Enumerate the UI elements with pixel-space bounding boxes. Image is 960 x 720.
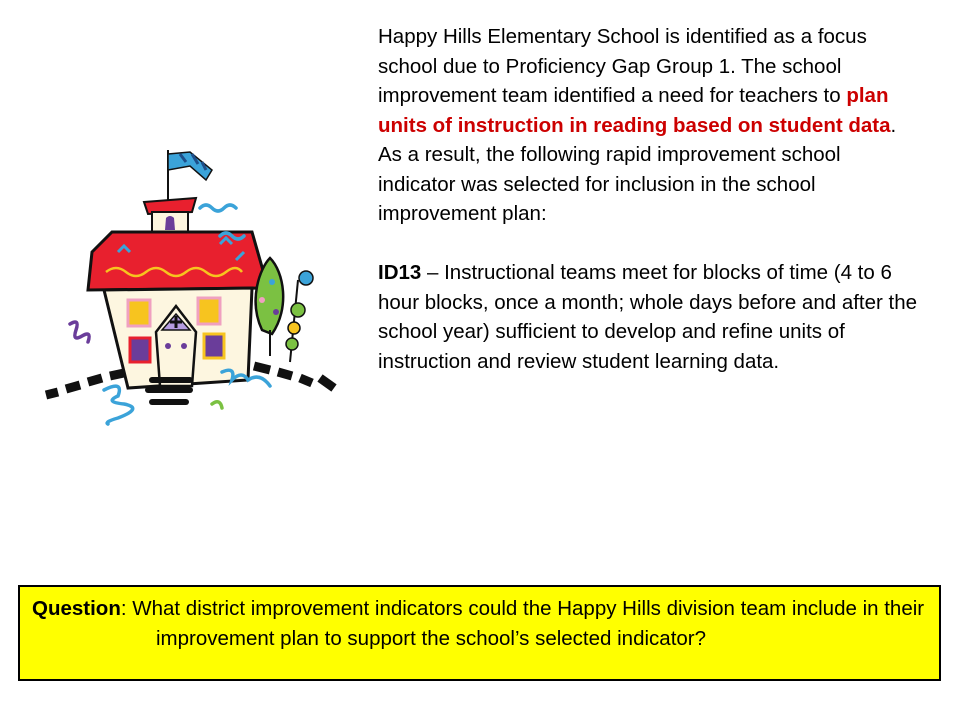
schoolhouse-clipart-icon (40, 140, 350, 440)
question-text: What district improvement indicators could the Happy Hills division team include in their improvement plan to support the school’s selected indicator? (132, 597, 925, 650)
intro-text-after: . As a result, the following rapid improvement school indicator was selected for inclusion in the school improvement plan: (378, 113, 897, 225)
question-label: Question (32, 597, 121, 620)
indicator-text: – Instructional teams meet for blocks of time (4 to 6 hour blocks, once a month; whole days before and after the school year) sufficient to develop and refine units of instruction and review student learning data. (378, 261, 918, 373)
question-box (18, 585, 941, 681)
intro-text-before: Happy Hills Elementary School is identified as a focus school due to Proficiency Gap Group 1. The school improvement team identified a need for teachers to (378, 25, 867, 107)
question-separator: : (120, 597, 133, 620)
passage-text (378, 22, 918, 376)
question-paragraph (32, 594, 927, 653)
passage-intro-paragraph (378, 22, 918, 229)
indicator-paragraph (378, 258, 918, 376)
highlighted-phrase: plan units of instruction in reading based on student data (378, 84, 891, 137)
indicator-id: ID13 (378, 261, 422, 284)
